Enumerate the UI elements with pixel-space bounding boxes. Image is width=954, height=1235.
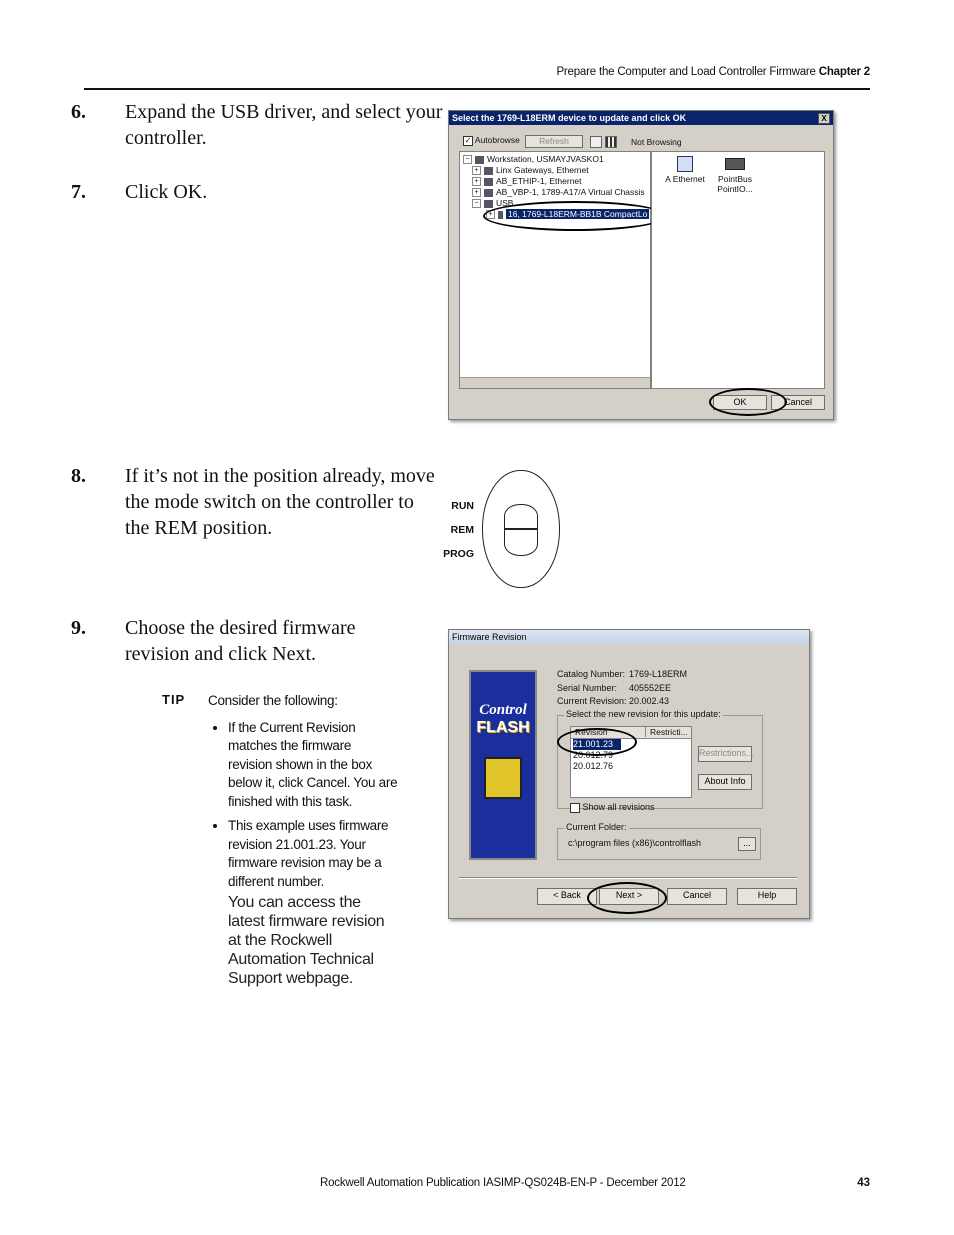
step-text: If it’s not in the position already, move the mode switch on the controller to the REM position. xyxy=(125,465,435,539)
switch-label-run: RUN xyxy=(451,500,474,512)
ethernet-item[interactable]: A Ethernet xyxy=(660,156,710,184)
col-restrict[interactable]: Restricti... xyxy=(650,727,688,737)
refresh-button[interactable]: Refresh xyxy=(525,135,583,148)
step-text: Choose the desired firmware revision and click Next. xyxy=(125,617,356,665)
network-icon xyxy=(677,156,693,172)
switch-label-prog: PROG xyxy=(443,548,474,560)
cancel-button[interactable]: Cancel xyxy=(667,888,727,905)
next-button[interactable]: Next > xyxy=(599,888,659,905)
restrictions-button[interactable]: Restrictions... xyxy=(698,746,752,762)
browse-status: Not Browsing xyxy=(631,137,682,147)
step-number: 9. xyxy=(71,617,86,639)
mode-switch-figure xyxy=(440,468,570,588)
tip-body xyxy=(208,692,398,988)
autobrowse-label: Autobrowse xyxy=(474,135,520,145)
col-revision[interactable]: Revision xyxy=(571,727,646,737)
running-header xyxy=(556,66,870,78)
device-tree[interactable] xyxy=(459,151,651,389)
back-button[interactable]: < Back xyxy=(537,888,597,905)
dialog-titlebar xyxy=(449,630,809,644)
dialog-title: Firmware Revision xyxy=(452,632,527,642)
step-9 xyxy=(71,615,415,667)
tip-bullet: • If the Current Revision matches the firmware revision shown in the box below it, click Cancel. You are finished with this task. xyxy=(228,719,398,812)
tip-bullets xyxy=(208,719,398,892)
header-title: Prepare the Computer and Load Controller Firmware xyxy=(556,66,816,78)
step-8 xyxy=(71,463,435,541)
revision-row[interactable]: 20.012.79 xyxy=(573,750,614,760)
step-number: 8. xyxy=(71,465,86,487)
dialog-title: Select the 1769-L18ERM device to update and click OK xyxy=(452,113,687,123)
tree-scrollbar[interactable] xyxy=(460,377,650,388)
close-button[interactable]: X xyxy=(818,113,830,124)
group-label: Select the new revision for this update: xyxy=(566,709,721,719)
tip-note: You can access the latest firmware revision at the Rockwell Automation Technical Support webpage. xyxy=(228,894,385,987)
info-values: 1769-L18ERM 405552EE 20.002.43 xyxy=(629,669,688,706)
tip-label: TIP xyxy=(162,692,186,707)
callout-ellipse xyxy=(557,728,637,756)
tip-bullet: • This example uses firmware revision 21.001.23. Your firmware revision may be a different number. xyxy=(228,817,398,891)
switch-lever-line xyxy=(504,528,538,530)
dialog-titlebar xyxy=(449,111,833,125)
switch-label-rem: REM xyxy=(450,524,474,536)
list-view-icon[interactable] xyxy=(605,136,617,148)
callout-ellipse xyxy=(483,201,667,231)
chassis-icon xyxy=(484,189,493,197)
tree-item-vbp[interactable]: + AB_VBP-1, 1789-A17/A Virtual Chassis xyxy=(472,187,645,197)
autobrowse-checkbox[interactable]: ✓ Autobrowse xyxy=(464,135,520,145)
header-rule xyxy=(84,88,870,90)
computer-icon xyxy=(475,156,484,164)
help-button[interactable]: Help xyxy=(737,888,797,905)
network-icon xyxy=(484,178,493,186)
firmware-revision-dialog xyxy=(448,629,810,919)
tree-item-linx[interactable]: + Linx Gateways, Ethernet xyxy=(472,165,589,175)
folder-group xyxy=(557,822,761,860)
device-list[interactable] xyxy=(651,151,825,389)
step-number: 6. xyxy=(71,101,86,123)
controlflash-logo xyxy=(469,670,537,860)
show-all-label: Show all revisions xyxy=(582,802,655,812)
device-select-dialog xyxy=(448,110,834,420)
callout-ellipse xyxy=(709,388,787,416)
page-number: 43 xyxy=(857,1177,870,1189)
tree-item-usb[interactable]: − USB xyxy=(472,198,513,208)
module-icon xyxy=(725,158,745,170)
dialog-divider xyxy=(459,877,797,879)
step-6 xyxy=(71,99,445,151)
show-all-checkbox[interactable] xyxy=(570,802,655,813)
tree-item-workstation[interactable]: − Workstation, USMAYJVASKO1 xyxy=(463,154,604,164)
folder-label: Current Folder: xyxy=(566,822,627,832)
callout-ellipse xyxy=(587,882,667,914)
revision-row-selected[interactable]: 21.001.23 xyxy=(573,739,621,750)
logo-line1: Control xyxy=(479,702,527,718)
cancel-button[interactable]: Cancel xyxy=(771,395,825,410)
tree-item-ethip[interactable]: + AB_ETHIP-1, Ethernet xyxy=(472,176,582,186)
step-number: 7. xyxy=(71,181,86,203)
step-7 xyxy=(71,179,445,205)
network-icon xyxy=(484,167,493,175)
logo-line2: FLASH xyxy=(476,719,530,736)
header-chapter: Chapter 2 xyxy=(818,66,870,78)
pointbus-item[interactable]: PointBus PointIO... xyxy=(710,156,760,194)
tree-view-icon[interactable] xyxy=(590,136,602,148)
about-info-button[interactable]: About Info xyxy=(698,774,752,790)
ok-button[interactable]: OK xyxy=(713,395,767,410)
switch-lever xyxy=(504,504,538,556)
chip-icon xyxy=(484,757,522,799)
folder-path: c:\program files (x86)\controlflash xyxy=(568,838,702,848)
step-text: Click OK. xyxy=(125,181,208,203)
step-text: Expand the USB driver, and select your controller. xyxy=(125,101,443,149)
tip-intro: Consider the following: xyxy=(208,693,338,708)
publication-footer: Rockwell Automation Publication IASIMP-QS024B-EN-P - December 2012 xyxy=(320,1177,686,1189)
tree-item-controller[interactable]: + 16, 1769-L18ERM-BB1B CompactLo xyxy=(486,209,649,219)
usb-icon xyxy=(484,200,493,208)
revision-row[interactable]: 20.012.76 xyxy=(573,761,614,771)
info-labels: Catalog Number: Serial Number: Current Revision: xyxy=(557,669,627,706)
browse-folder-button[interactable]: ... xyxy=(738,837,756,851)
